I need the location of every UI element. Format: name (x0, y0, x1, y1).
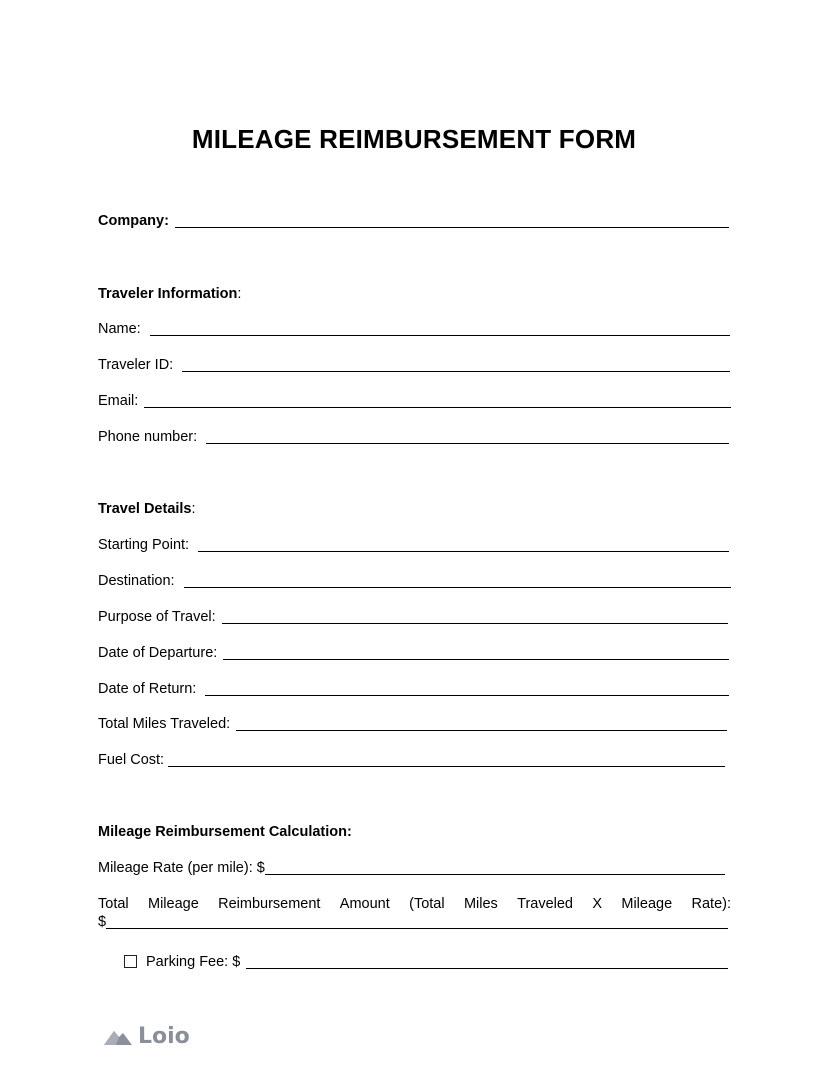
phone-field[interactable] (206, 429, 729, 444)
total-word: Amount (339, 896, 390, 912)
total-word: Reimbursement (218, 896, 321, 912)
parking-field[interactable] (246, 954, 728, 969)
starting-point-row (98, 536, 729, 554)
mountain-logo-icon (104, 1027, 132, 1047)
starting-point-field[interactable] (198, 537, 729, 552)
traveler-id-field[interactable] (182, 357, 730, 372)
form-title: MILEAGE REIMBURSEMENT FORM (191, 124, 637, 154)
phone-label: Phone number: (98, 429, 198, 445)
fuel-field[interactable] (168, 752, 725, 767)
name-row (98, 320, 730, 338)
total-amount-field[interactable] (106, 914, 728, 929)
total-word: (Total (409, 896, 445, 912)
destination-label: Destination: (98, 573, 175, 589)
departure-field[interactable] (223, 645, 729, 660)
loio-logo (104, 1024, 190, 1049)
traveler-id-label: Traveler ID: (98, 357, 174, 373)
rate-row (98, 859, 725, 877)
purpose-field[interactable] (222, 609, 728, 624)
rate-label: Mileage Rate (per mile): $ (98, 860, 265, 876)
travel-heading: Travel Details (98, 501, 192, 517)
purpose-label: Purpose of Travel: (98, 609, 216, 625)
travel-heading-suffix: : (191, 501, 196, 517)
miles-row (98, 715, 727, 733)
return-label: Date of Return: (98, 681, 197, 697)
phone-row (98, 428, 729, 446)
traveler-id-row (98, 356, 730, 374)
parking-label: Parking Fee: $ (146, 954, 241, 970)
departure-label: Date of Departure: (98, 645, 218, 661)
company-row (98, 212, 729, 230)
total-word: Total (98, 896, 129, 912)
calc-section-heading (98, 823, 352, 841)
traveler-heading-suffix: : (237, 286, 242, 302)
traveler-heading: Traveler Information (98, 286, 238, 302)
total-amount-row (98, 913, 728, 931)
total-currency-label: $ (98, 914, 107, 930)
fuel-label: Fuel Cost: (98, 752, 165, 768)
miles-label: Total Miles Traveled: (98, 716, 231, 732)
parking-checkbox[interactable] (124, 955, 137, 968)
total-word: Mileage (147, 896, 199, 912)
calc-heading: Mileage Reimbursement Calculation: (98, 824, 352, 840)
total-word: Traveled (517, 896, 574, 912)
destination-row (98, 572, 731, 590)
total-word: Rate): (691, 896, 731, 912)
company-label: Company: (98, 213, 169, 229)
email-label: Email: (98, 393, 139, 409)
miles-field[interactable] (236, 716, 727, 731)
return-row (98, 680, 729, 698)
purpose-row (98, 608, 728, 626)
total-word: Mileage (621, 896, 673, 912)
traveler-section-heading (98, 285, 241, 303)
destination-field[interactable] (184, 573, 731, 588)
rate-field[interactable] (265, 860, 725, 875)
email-field[interactable] (144, 393, 731, 408)
travel-section-heading (98, 500, 196, 518)
total-reimbursement-text (98, 895, 731, 913)
email-row (98, 392, 731, 410)
total-word: Miles (463, 896, 498, 912)
total-word: X (592, 896, 603, 912)
fuel-row (98, 751, 725, 769)
departure-row (98, 644, 729, 662)
name-label: Name: (98, 321, 141, 337)
parking-row (124, 953, 728, 971)
logo-text: Loio (138, 1024, 190, 1049)
starting-point-label: Starting Point: (98, 537, 190, 553)
name-field[interactable] (150, 321, 730, 336)
return-field[interactable] (205, 681, 729, 696)
company-field[interactable] (175, 213, 729, 228)
